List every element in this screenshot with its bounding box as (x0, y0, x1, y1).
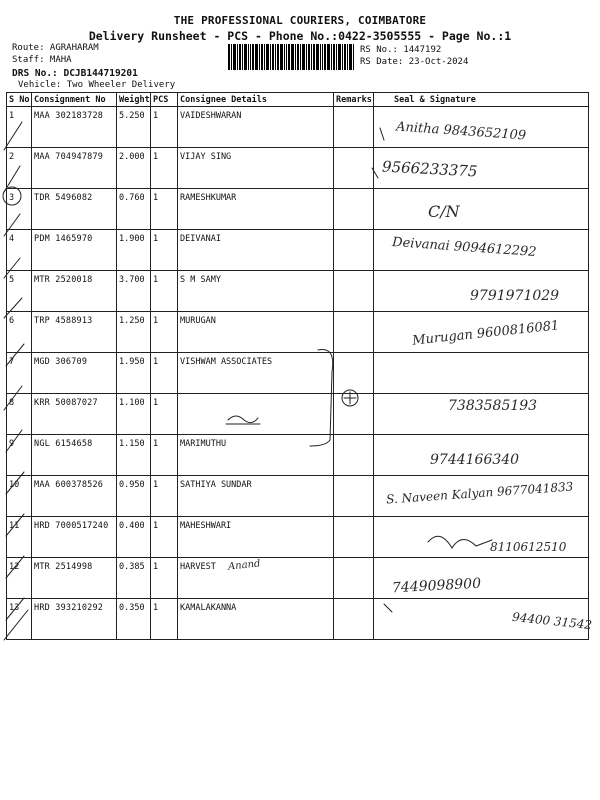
col-seal-signature: Seal & Signature (374, 93, 589, 107)
row-signature (374, 189, 589, 230)
row-pcs: 1 (151, 148, 178, 189)
row-consignee: VISHWAM ASSOCIATES (178, 353, 334, 394)
table-row (7, 107, 589, 148)
row-pcs: 1 (151, 558, 178, 599)
row-consignment: MAA 704947879 (32, 148, 117, 189)
table-row (7, 148, 589, 189)
row-sno: 9 (7, 435, 32, 476)
row-pcs: 1 (151, 394, 178, 435)
table-row (7, 435, 589, 476)
row-signature (374, 107, 589, 148)
signature-row-3: C/N (428, 202, 460, 221)
row-weight: 3.700 (117, 271, 151, 312)
delivery-table (6, 92, 589, 640)
row-remarks (334, 271, 374, 312)
row-consignee: MARIMUTHU (178, 435, 334, 476)
row-sno: 5 (7, 271, 32, 312)
row-pcs: 1 (151, 230, 178, 271)
row-signature (374, 353, 589, 394)
row-sno: 13 (7, 599, 32, 640)
row-pcs: 1 (151, 107, 178, 148)
row-weight: 1.250 (117, 312, 151, 353)
row-sno: 7 (7, 353, 32, 394)
row-consignee: MURUGAN (178, 312, 334, 353)
runsheet-heading: Delivery Runsheet - PCS - Phone No.:0422-3505555 - Page No.:1 (88, 29, 512, 43)
col-weight: Weight (117, 93, 151, 107)
staff-label: Staff: MAHA (12, 55, 72, 65)
row-remarks (334, 476, 374, 517)
row-weight: 1.900 (117, 230, 151, 271)
row-consignee: SATHIYA SUNDAR (178, 476, 334, 517)
row-consignee: VIJAY SING (178, 148, 334, 189)
row-signature (374, 476, 589, 517)
row-remarks (334, 558, 374, 599)
row-sno: 6 (7, 312, 32, 353)
row-weight: 0.400 (117, 517, 151, 558)
row-pcs: 1 (151, 189, 178, 230)
col-consignment: Consignment No (32, 93, 117, 107)
route-label: Route: AGRAHARAM (12, 43, 99, 53)
row-remarks (334, 312, 374, 353)
row-remarks (334, 435, 374, 476)
rs-number: RS No.: 1447192 (360, 45, 442, 55)
row-consignee: KAMALAKANNA (178, 599, 334, 640)
row-consignee (178, 394, 334, 435)
company-title: THE PROFESSIONAL COURIERS, COIMBATORE (173, 14, 427, 27)
barcode (228, 44, 354, 70)
row-remarks (334, 353, 374, 394)
row-consignment: HRD 393210292 (32, 599, 117, 640)
row-consignment: MTR 2520018 (32, 271, 117, 312)
table-row (7, 230, 589, 271)
row-signature (374, 230, 589, 271)
row-sno: 1 (7, 107, 32, 148)
row-sno: 4 (7, 230, 32, 271)
row-signature (374, 312, 589, 353)
row-signature (374, 271, 589, 312)
signature-row-1: Anitha 9843652109 (395, 119, 527, 144)
row-remarks (334, 230, 374, 271)
signature-row-13: 94400 31542 (511, 609, 593, 633)
table-row (7, 189, 589, 230)
row-consignee: MAHESHWARI (178, 517, 334, 558)
row-signature (374, 394, 589, 435)
row-signature (374, 558, 589, 599)
row-consignee: VAIDESHWARAN (178, 107, 334, 148)
row-consignment: MTR 2514998 (32, 558, 117, 599)
row-weight: 0.385 (117, 558, 151, 599)
row-signature (374, 148, 589, 189)
col-pcs: PCS (151, 93, 178, 107)
table-row (7, 517, 589, 558)
row-sno: 11 (7, 517, 32, 558)
row-signature (374, 517, 589, 558)
row-consignment: PDM 1465970 (32, 230, 117, 271)
col-sno: S No (7, 93, 32, 107)
row-consignee: DEIVANAI (178, 230, 334, 271)
row-remarks (334, 517, 374, 558)
signature-row-10: S. Naveen Kalyan 9677041833 (385, 479, 574, 507)
row-sno: 10 (7, 476, 32, 517)
table-row (7, 353, 589, 394)
row-sno: 2 (7, 148, 32, 189)
row-remarks (334, 394, 374, 435)
table-header-row (7, 93, 589, 107)
row-weight: 0.950 (117, 476, 151, 517)
row-pcs: 1 (151, 435, 178, 476)
row-weight: 1.950 (117, 353, 151, 394)
row-sno: 8 (7, 394, 32, 435)
row-pcs: 1 (151, 517, 178, 558)
drs-number: DRS No.: DCJB144719201 (12, 68, 138, 79)
row-consignment: MAA 302183728 (32, 107, 117, 148)
row-consignee: S M SAMY (178, 271, 334, 312)
rs-date: RS Date: 23-Oct-2024 (360, 57, 469, 67)
table-row (7, 476, 589, 517)
row-pcs: 1 (151, 271, 178, 312)
row-pcs: 1 (151, 476, 178, 517)
signature-row-12-name: Anand (227, 558, 261, 573)
signature-row-4: Deivanai 9094612292 (391, 234, 537, 261)
row-weight: 2.000 (117, 148, 151, 189)
row-consignment: MGD 306709 (32, 353, 117, 394)
signature-row-2: 9566233375 (381, 157, 478, 181)
row-weight: 5.250 (117, 107, 151, 148)
row-weight: 1.100 (117, 394, 151, 435)
row-weight: 0.350 (117, 599, 151, 640)
table-row (7, 394, 589, 435)
row-signature (374, 435, 589, 476)
row-consignment: HRD 7000517240 (32, 517, 117, 558)
signature-row-5: 9791971029 (470, 288, 560, 304)
vehicle-label: Vehicle: Two Wheeler Delivery (18, 80, 176, 90)
row-remarks (334, 189, 374, 230)
row-pcs: 1 (151, 312, 178, 353)
row-weight: 1.150 (117, 435, 151, 476)
row-signature (374, 599, 589, 640)
row-consignment: MAA 600378526 (32, 476, 117, 517)
col-remarks: Remarks (334, 93, 374, 107)
row-consignment: KRR 50087027 (32, 394, 117, 435)
row-weight: 0.760 (117, 189, 151, 230)
row-consignment: TDR 5496082 (32, 189, 117, 230)
table-row (7, 271, 589, 312)
col-consignee: Consignee Details (178, 93, 334, 107)
signature-row-9: 9744166340 (430, 452, 520, 468)
signature-row-11: 8110612510 (490, 540, 567, 554)
signature-row-12: 7449098900 (391, 575, 482, 597)
table-row (7, 558, 589, 599)
row-sno: 3 (7, 189, 32, 230)
row-sno: 12 (7, 558, 32, 599)
row-consignment: TRP 4588913 (32, 312, 117, 353)
row-consignee: RAMESHKUMAR (178, 189, 334, 230)
signature-row-6: Murugan 9600816081 (411, 318, 560, 349)
row-consignee: HARVEST (178, 558, 334, 599)
row-pcs: 1 (151, 353, 178, 394)
row-remarks (334, 148, 374, 189)
signature-row-8: 7383585193 (448, 398, 538, 414)
table-row (7, 599, 589, 640)
row-pcs: 1 (151, 599, 178, 640)
row-remarks (334, 107, 374, 148)
row-consignment: NGL 6154658 (32, 435, 117, 476)
table-row (7, 312, 589, 353)
row-remarks (334, 599, 374, 640)
